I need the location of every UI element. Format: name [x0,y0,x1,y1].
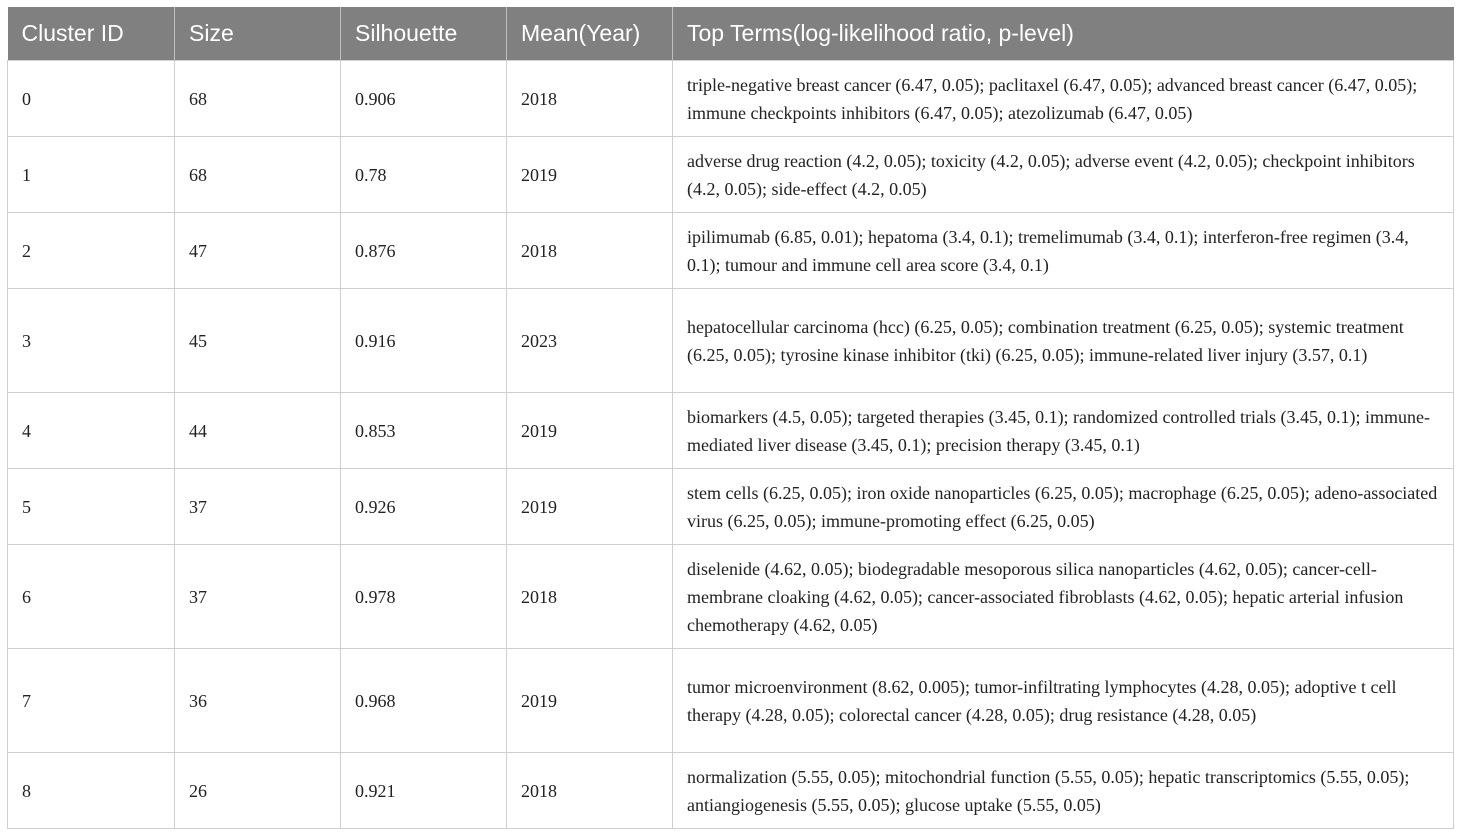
cell-size: 26 [175,753,341,829]
table-row [8,61,1454,137]
header-cluster-id: Cluster ID [8,7,175,61]
cell-top-terms: tumor microenvironment (8.62, 0.005); tumor-infiltrating lymphocytes (4.28, 0.05); adoptive t cell therapy (4.28, 0.05); colorectal cancer (4.28, 0.05); drug resistance (4.28, 0.05) [673,649,1454,753]
cell-silhouette: 0.926 [341,469,507,545]
cell-silhouette: 0.916 [341,289,507,393]
cell-size: 44 [175,393,341,469]
table-row [8,545,1454,649]
cell-mean-year: 2019 [507,137,673,213]
cell-top-terms: hepatocellular carcinoma (hcc) (6.25, 0.05); combination treatment (6.25, 0.05); systemic treatment (6.25, 0.05); tyrosine kinase inhibitor (tki) (6.25, 0.05); immune-related liver injury (3.57, 0.1) [673,289,1454,393]
cluster-table [7,7,1454,829]
cell-size: 68 [175,137,341,213]
table-row [8,649,1454,753]
cell-mean-year: 2023 [507,289,673,393]
cell-cluster-id: 0 [8,61,175,137]
cell-size: 36 [175,649,341,753]
cell-mean-year: 2018 [507,753,673,829]
cell-cluster-id: 3 [8,289,175,393]
cell-cluster-id: 5 [8,469,175,545]
cell-cluster-id: 6 [8,545,175,649]
cell-top-terms: normalization (5.55, 0.05); mitochondrial function (5.55, 0.05); hepatic transcriptomics (5.55, 0.05); antiangiogenesis (5.55, 0.05); glucose uptake (5.55, 0.05) [673,753,1454,829]
cell-size: 45 [175,289,341,393]
cell-top-terms: stem cells (6.25, 0.05); iron oxide nanoparticles (6.25, 0.05); macrophage (6.25, 0.05); adeno-associated virus (6.25, 0.05); immune-promoting effect (6.25, 0.05) [673,469,1454,545]
cell-size: 37 [175,545,341,649]
table-header [8,7,1454,61]
table-row [8,393,1454,469]
cell-cluster-id: 8 [8,753,175,829]
cell-mean-year: 2018 [507,213,673,289]
cell-size: 37 [175,469,341,545]
header-top-terms: Top Terms(log-likelihood ratio, p-level) [673,7,1454,61]
cell-silhouette: 0.978 [341,545,507,649]
cell-silhouette: 0.921 [341,753,507,829]
cell-top-terms: adverse drug reaction (4.2, 0.05); toxicity (4.2, 0.05); adverse event (4.2, 0.05); checkpoint inhibitors (4.2, 0.05); side-effect (4.2, 0.05) [673,137,1454,213]
cell-cluster-id: 1 [8,137,175,213]
cell-mean-year: 2019 [507,649,673,753]
cell-silhouette: 0.78 [341,137,507,213]
cell-top-terms: diselenide (4.62, 0.05); biodegradable mesoporous silica nanoparticles (4.62, 0.05); cancer-cell-membrane cloaking (4.62, 0.05); cancer-associated fibroblasts (4.62, 0.05); hepatic arterial infusion chemotherapy (4.62, 0.05) [673,545,1454,649]
table-row [8,469,1454,545]
cell-cluster-id: 2 [8,213,175,289]
header-silhouette: Silhouette [341,7,507,61]
cell-cluster-id: 4 [8,393,175,469]
cell-silhouette: 0.853 [341,393,507,469]
cell-top-terms: ipilimumab (6.85, 0.01); hepatoma (3.4, 0.1); tremelimumab (3.4, 0.1); interferon-free regimen (3.4, 0.1); tumour and immune cell area score (3.4, 0.1) [673,213,1454,289]
cell-top-terms: biomarkers (4.5, 0.05); targeted therapies (3.45, 0.1); randomized controlled trials (3.45, 0.1); immune-mediated liver disease (3.45, 0.1); precision therapy (3.45, 0.1) [673,393,1454,469]
cell-size: 47 [175,213,341,289]
cell-silhouette: 0.906 [341,61,507,137]
cell-mean-year: 2019 [507,393,673,469]
cell-cluster-id: 7 [8,649,175,753]
cell-mean-year: 2018 [507,545,673,649]
table-row [8,753,1454,829]
table-body [8,61,1454,829]
table-row [8,213,1454,289]
cell-silhouette: 0.968 [341,649,507,753]
header-mean-year: Mean(Year) [507,7,673,61]
cell-mean-year: 2018 [507,61,673,137]
cell-top-terms: triple-negative breast cancer (6.47, 0.05); paclitaxel (6.47, 0.05); advanced breast cancer (6.47, 0.05); immune checkpoints inhibitors (6.47, 0.05); atezolizumab (6.47, 0.05) [673,61,1454,137]
cell-mean-year: 2019 [507,469,673,545]
cell-size: 68 [175,61,341,137]
header-row [8,7,1454,61]
header-size: Size [175,7,341,61]
table-row [8,137,1454,213]
cell-silhouette: 0.876 [341,213,507,289]
table-row [8,289,1454,393]
